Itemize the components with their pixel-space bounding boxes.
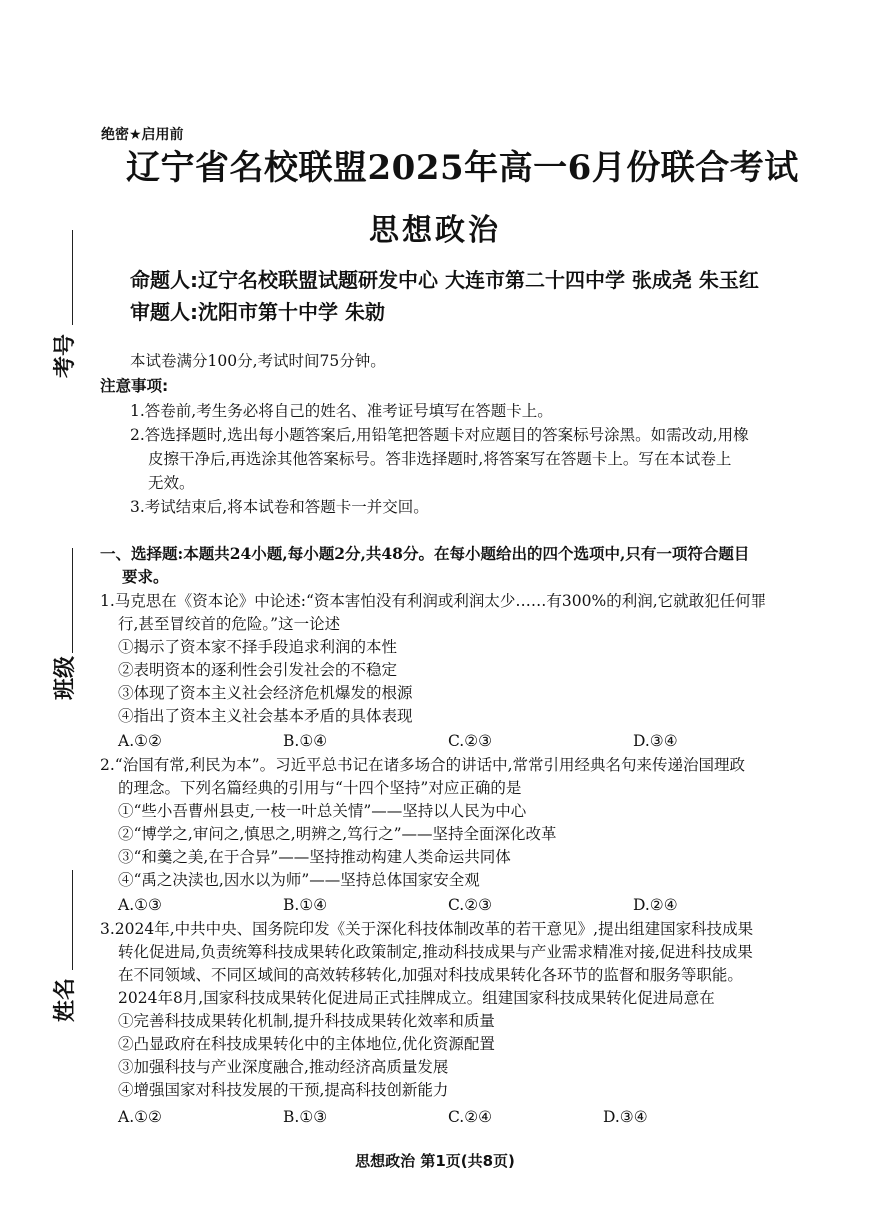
reviewers-line: 审题人:沈阳市第十中学 朱勍 — [130, 300, 385, 324]
secret-label: 绝密★启用前 — [101, 127, 184, 143]
name-line — [72, 870, 73, 970]
class-label: 班级 — [53, 655, 78, 700]
note-item: 2.答选择题时,选出每小题答案后,用铅笔把答题卡对应题目的答案标号涂黑。如需改动,用橡 — [130, 426, 749, 444]
option-a[interactable]: A.①③ — [118, 896, 162, 914]
statement-item: ①“些小吾曹州县吏,一枝一叶总关情”——坚持以人民为中心 — [118, 802, 527, 820]
notes-list — [130, 399, 820, 519]
question-1 — [100, 590, 820, 728]
class-line — [72, 548, 73, 653]
option-d[interactable]: D.②④ — [633, 896, 678, 914]
option-b[interactable]: B.①④ — [283, 732, 328, 750]
option-a[interactable]: A.①② — [118, 1108, 162, 1126]
section-line-2: 要求。 — [122, 567, 169, 586]
authors-block — [130, 264, 759, 328]
option-c[interactable]: C.②③ — [448, 732, 493, 750]
option-a[interactable]: A.①② — [118, 732, 162, 750]
statement-item: ④指出了资本主义社会基本矛盾的具体表现 — [118, 707, 413, 725]
statement-item: ①完善科技成果转化机制,提升科技成果转化效率和质量 — [118, 1012, 495, 1030]
question-stem: 3.2024年,中共中央、国务院印发《关于深化科技体制改革的若干意见》,提出组建国家科技成果 — [100, 920, 754, 938]
question-stem: 2024年8月,国家科技成果转化促进局正式挂牌成立。组建国家科技成果转化促进局意在 — [118, 989, 715, 1007]
subject-title: 思想政治 — [369, 213, 501, 248]
note-item: 皮擦干净后,再选涂其他答案标号。答非选择题时,将答案写在答题卡上。写在本试卷上 — [148, 450, 732, 468]
statement-item: ③“和羹之美,在于合异”——坚持推动构建人类命运共同体 — [118, 848, 511, 866]
statement-item: ①揭示了资本家不择手段追求利润的本性 — [118, 638, 398, 656]
question-stem: 在不同领域、不同区域间的高效转移转化,加强对科技成果转化各环节的监督和服务等职能。 — [118, 966, 743, 984]
option-c[interactable]: C.②④ — [448, 1108, 493, 1126]
option-b[interactable]: B.①④ — [283, 896, 328, 914]
question-stem: 1.马克思在《资本论》中论述:“资本害怕没有利润或利润太少……有300%的利润,它就敢犯任何罪 — [100, 592, 767, 610]
option-d[interactable]: D.③④ — [633, 732, 678, 750]
statement-item: ③加强科技与产业深度融合,推动经济高质量发展 — [118, 1058, 449, 1076]
section-line-1: 一、选择题:本题共24小题,每小题2分,共48分。在每小题给出的四个选项中,只有一项符合题目 — [100, 544, 750, 563]
name-label: 姓名 — [53, 977, 78, 1022]
page-footer: 思想政治 第1页(共8页) — [355, 1152, 515, 1170]
option-d[interactable]: D.③④ — [603, 1108, 648, 1126]
question-stem: 转化促进局,负责统筹科技成果转化政策制定,推动科技成果与产业需求精准对接,促进科技成果 — [118, 943, 753, 961]
notes-title: 注意事项: — [100, 377, 169, 395]
setters-line: 命题人:辽宁名校联盟试题研发中心 大连市第二十四中学 张成尧 朱玉红 — [130, 268, 759, 292]
full-marks-line: 本试卷满分100分,考试时间75分钟。 — [130, 352, 386, 370]
binding-strip — [40, 0, 100, 1231]
note-item: 无效。 — [148, 474, 195, 492]
statement-item: ③体现了资本主义社会经济危机爆发的根源 — [118, 684, 413, 702]
question-3 — [100, 918, 820, 1102]
statement-item: ②“博学之,审问之,慎思之,明辨之,笃行之”——坚持全面深化改革 — [118, 825, 557, 843]
question-stem: 的理念。下列名篇经典的引用与“十四个坚持”对应正确的是 — [118, 779, 522, 797]
question-stem: 2.“治国有常,利民为本”。习近平总书记在诸多场合的讲话中,常常引用经典名句来传递治国理政 — [100, 756, 745, 774]
note-item: 1.答卷前,考生务必将自己的姓名、准考证号填写在答题卡上。 — [130, 402, 553, 420]
option-b[interactable]: B.①③ — [283, 1108, 328, 1126]
note-item: 3.考试结束后,将本试卷和答题卡一并交回。 — [130, 498, 429, 516]
statement-item: ④“禹之决渎也,因水以为师”——坚持总体国家安全观 — [118, 871, 480, 889]
question-2 — [100, 754, 820, 892]
exam-title: 辽宁省名校联盟2025年高一6月份联合考试 — [126, 148, 799, 188]
statement-item: ②表明资本的逐利性会引发社会的不稳定 — [118, 661, 398, 679]
statement-item: ②凸显政府在科技成果转化中的主体地位,优化资源配置 — [118, 1035, 495, 1053]
statement-item: ④增强国家对科技发展的干预,提高科技创新能力 — [118, 1081, 449, 1099]
option-c[interactable]: C.②③ — [448, 896, 493, 914]
exam-no-label: 考号 — [53, 333, 78, 378]
section-heading — [100, 542, 820, 588]
question-stem: 行,甚至冒绞首的危险。”这一论述 — [118, 615, 341, 633]
